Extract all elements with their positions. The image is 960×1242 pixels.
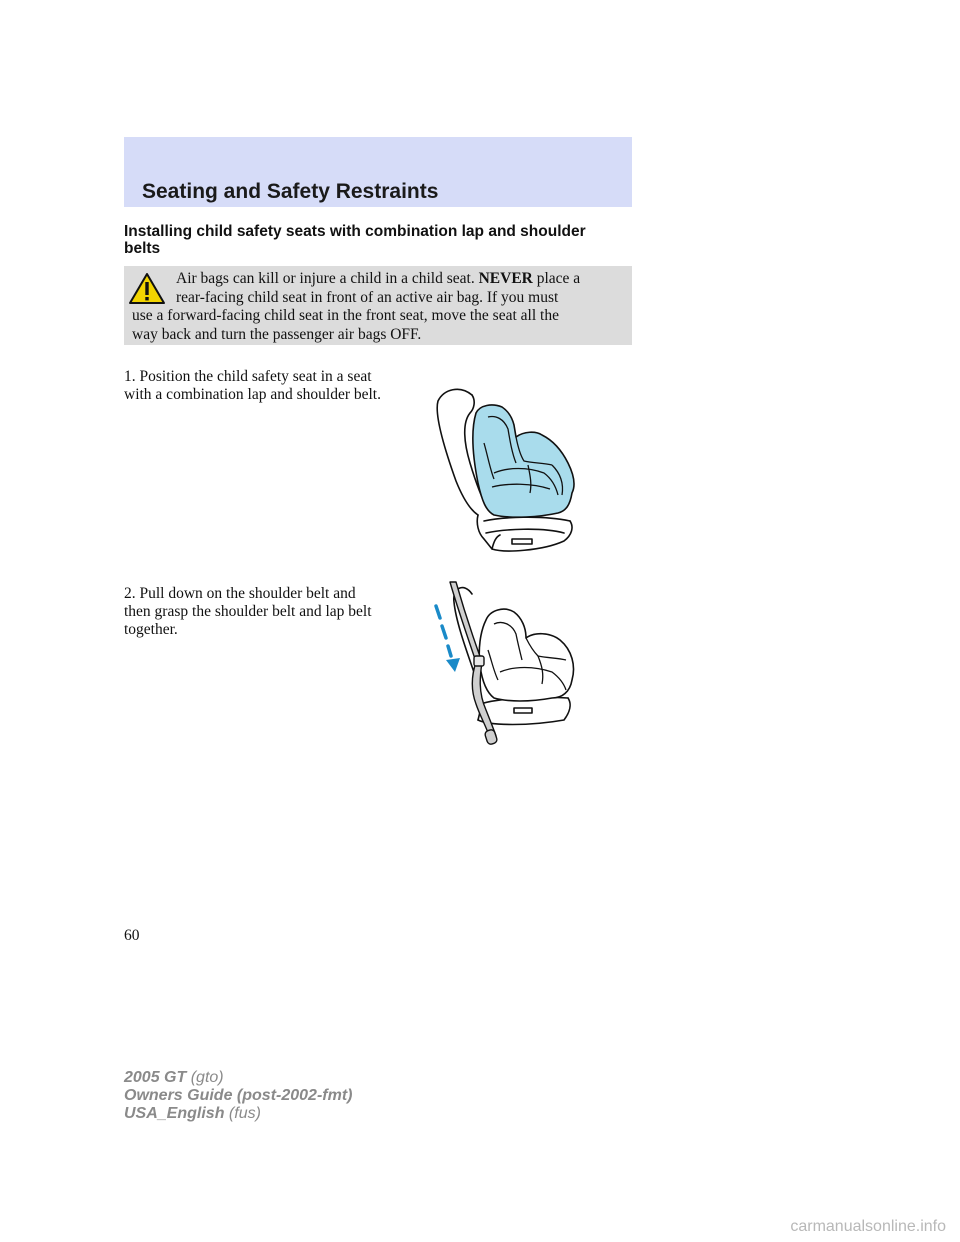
- warning-line1-c: place a: [532, 270, 581, 287]
- step-2-text: 2. Pull down on the shoulder belt and then grasp the shoulder belt and lap belt together.: [124, 585, 372, 638]
- footer-line-3: [124, 1105, 352, 1123]
- warning-line1-a: Air bags can kill or injure a child in a child seat.: [176, 270, 479, 287]
- warning-never: NEVER: [478, 270, 533, 287]
- warning-line3: use a forward-facing child seat in the front seat, move the seat all the: [132, 307, 559, 324]
- footer-line-2: [124, 1087, 352, 1105]
- footer-model: 2005 GT: [124, 1069, 187, 1086]
- warning-line4: way back and turn the passenger air bags OFF.: [132, 325, 422, 343]
- shoulder-belt-illustration: [430, 580, 582, 746]
- section-title: Seating and Safety Restraints: [142, 180, 439, 203]
- footer-block: [124, 1069, 352, 1123]
- page-number: 60: [124, 927, 140, 944]
- footer-language: USA_English: [124, 1105, 225, 1122]
- footer-language-code: (fus): [224, 1105, 261, 1122]
- footer-guide: Owners Guide (post-2002-fmt): [124, 1087, 353, 1104]
- watermark: carmanualsonline.info: [790, 1218, 946, 1235]
- child-seat-illustration: [432, 383, 584, 556]
- footer-model-code: (gto): [186, 1069, 224, 1086]
- warning-line2: rear-facing child seat in front of an active air bag. If you must: [176, 288, 559, 306]
- step-1-text: 1. Position the child safety seat in a seat with a combination lap and shoulder belt.: [124, 368, 381, 403]
- footer-line-1: [124, 1069, 352, 1087]
- subheading: Installing child safety seats with combination lap and shoulder belts: [124, 223, 586, 257]
- warning-triangle-icon: [127, 271, 167, 307]
